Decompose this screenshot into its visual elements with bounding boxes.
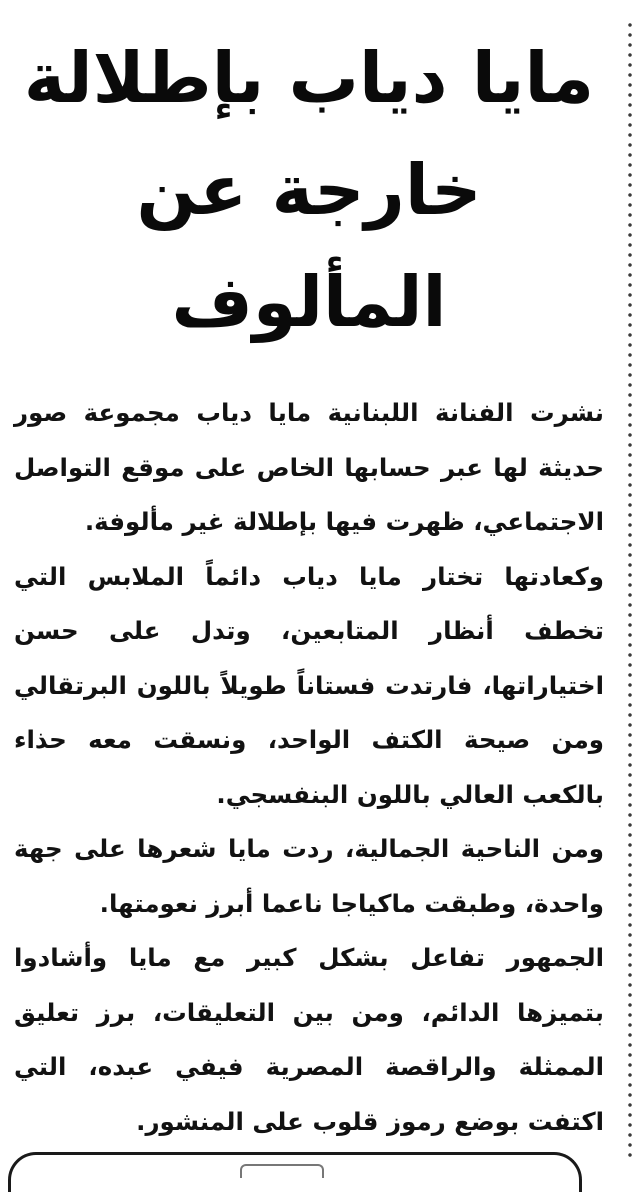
- paragraph-4: الجمهور تفاعل بشكل كبير مع مايا وأشادوا بتميزها الدائم، ومن بين التعليقات، برز تعليق الممثلة والراقصة المصرية فيفي عبده، التي اكتفت بوضع رموز قلوب على المنشور.: [14, 943, 604, 1136]
- next-article-tab: [240, 1164, 324, 1178]
- article-body: [14, 386, 604, 1149]
- paragraph-2: وكعادتها تختار مايا دياب دائماً الملابس التي تخطف أنظار المتابعين، وتدل على حسن اختياراتها، فارتدت فستاناً طويلاً باللون البرتقالي ومن صيحة الكتف الواحد، ونسقت معه حذاء بالكعب العالي باللون البنفسجي.: [14, 561, 604, 809]
- headline-line-2: خارجة عن المألوف: [136, 149, 482, 343]
- paragraph-3: ومن الناحية الجمالية، ردت مايا شعرها على جهة واحدة، وطبقت ماكياجا ناعما أبرز نعومتها.: [14, 834, 604, 918]
- headline-line-1: مايا دياب بإطلالة: [23, 37, 595, 119]
- article: [14, 0, 604, 1149]
- paragraph-1: نشرت الفنانة اللبنانية مايا دياب مجموعة صور حديثة لها عبر حسابها الخاص على موقع التواصل الاجتماعي، ظهرت فيها بإطلالة غير مألوفة.: [14, 398, 604, 536]
- headline: [14, 22, 604, 358]
- dotted-column-divider: [627, 20, 633, 1160]
